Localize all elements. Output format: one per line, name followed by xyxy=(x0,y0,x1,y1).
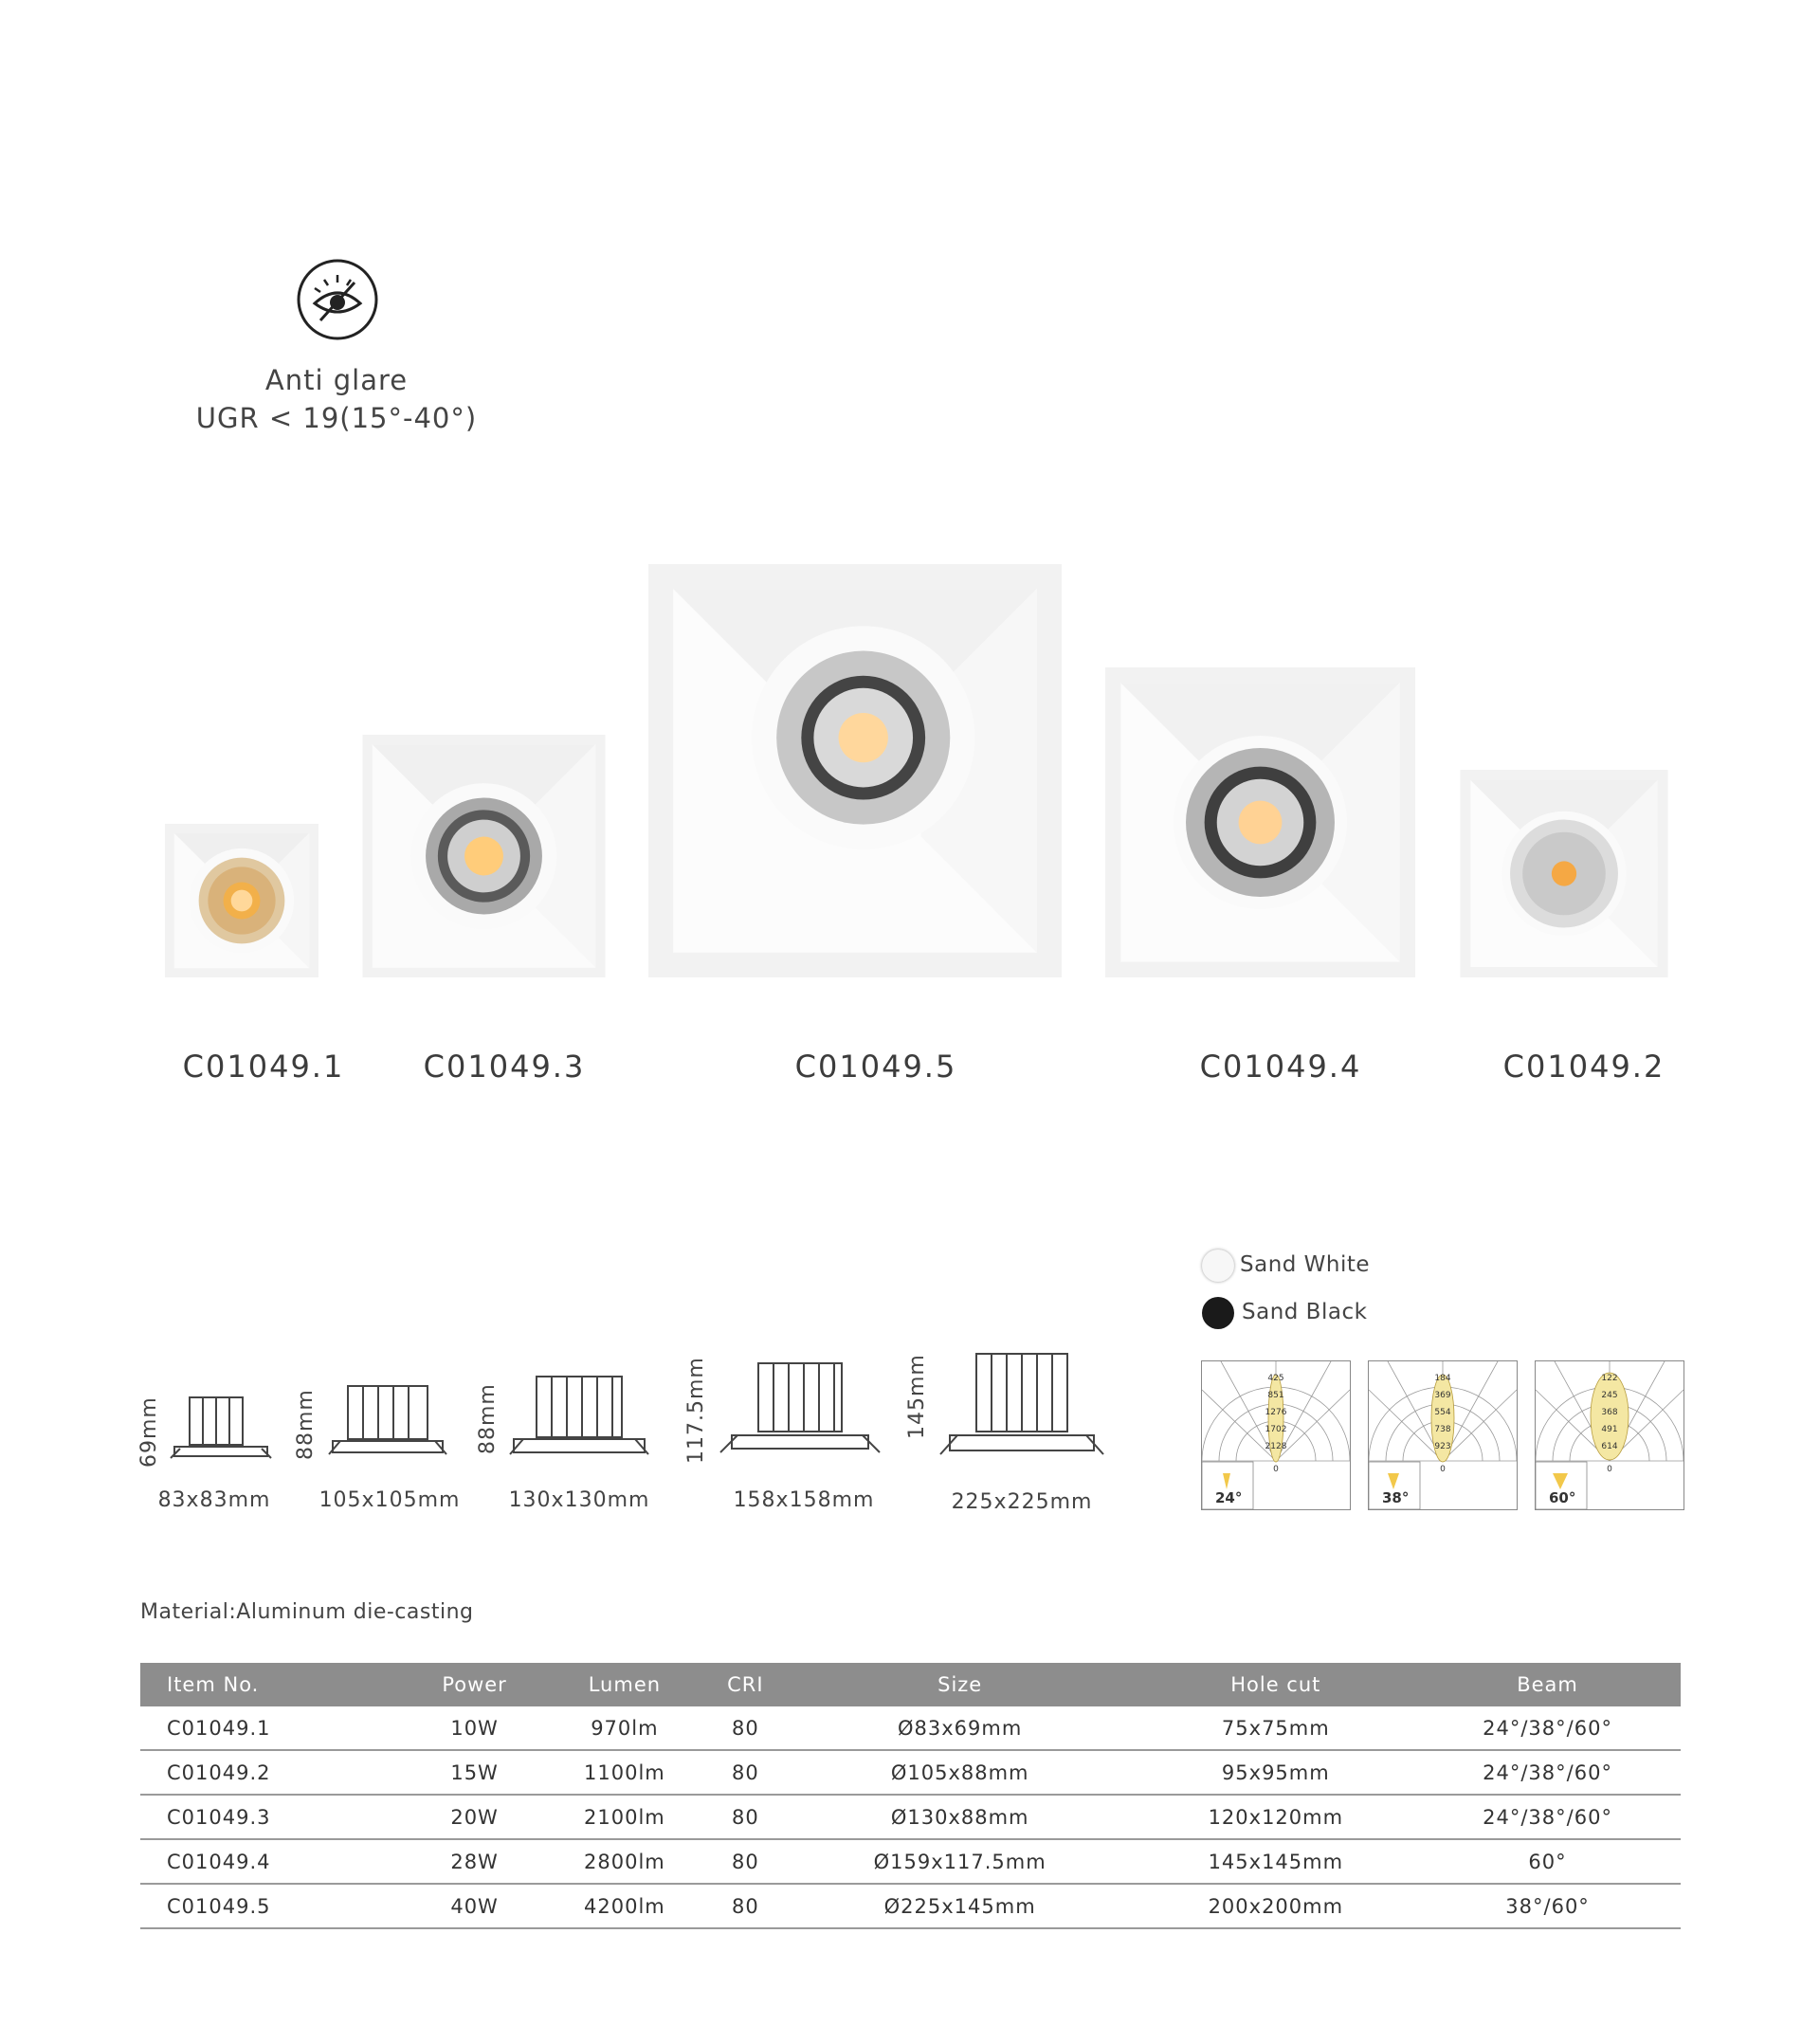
table-row xyxy=(140,1706,1681,1750)
cell-power: 28W xyxy=(408,1839,541,1884)
header-power: Power xyxy=(408,1663,541,1706)
cell-cri: 80 xyxy=(708,1706,783,1750)
beam-38-value-3: 554 xyxy=(1434,1408,1451,1417)
beam-24-value-3: 1276 xyxy=(1265,1408,1287,1417)
beam-24-value-1: 425 xyxy=(1267,1374,1284,1383)
beam-60-value-5: 614 xyxy=(1601,1442,1618,1451)
header-hole-cut: Hole cut xyxy=(1138,1663,1415,1706)
cell-lumen: 1100lm xyxy=(541,1750,708,1795)
beam-24-value-4: 1702 xyxy=(1265,1425,1287,1434)
beam-38-value-2: 369 xyxy=(1434,1391,1451,1400)
cell-hole-cut: 95x95mm xyxy=(1138,1750,1415,1795)
cell-item-no: C01049.5 xyxy=(140,1884,408,1928)
header-cri: CRI xyxy=(708,1663,783,1706)
cell-lumen: 2800lm xyxy=(541,1839,708,1884)
beam-60-value-3: 368 xyxy=(1601,1408,1618,1417)
cell-power: 10W xyxy=(408,1706,541,1750)
color-swatch-sand-white xyxy=(1202,1250,1234,1282)
cell-item-no: C01049.3 xyxy=(140,1795,408,1839)
table-header-row xyxy=(140,1663,1681,1706)
cell-size: Ø159x117.5mm xyxy=(783,1839,1138,1884)
beam-60-bottom: 0 xyxy=(1607,1465,1612,1474)
cell-item-no: C01049.2 xyxy=(140,1750,408,1795)
dimension-height-3: 88mm xyxy=(476,1383,500,1454)
beam-60-value-2: 245 xyxy=(1601,1391,1618,1400)
beam-24-value-5: 2128 xyxy=(1265,1442,1287,1451)
cell-power: 20W xyxy=(408,1795,541,1839)
material-note: Material:Aluminum die-casting xyxy=(140,1600,474,1624)
product-label-c01049-3: C01049.3 xyxy=(423,1049,586,1085)
dimension-drawing-4 xyxy=(717,1358,883,1485)
dimension-width-2: 105x105mm xyxy=(318,1488,461,1512)
cell-lumen: 2100lm xyxy=(541,1795,708,1839)
cell-cri: 80 xyxy=(708,1884,783,1928)
cell-hole-cut: 145x145mm xyxy=(1138,1839,1415,1884)
spec-table xyxy=(140,1663,1681,1929)
beam-angle-24: 24° xyxy=(1215,1489,1243,1506)
beam-angle-38: 38° xyxy=(1382,1489,1410,1506)
product-label-c01049-5: C01049.5 xyxy=(794,1049,957,1085)
product-image-c01049-5 xyxy=(648,564,1062,977)
cell-hole-cut: 120x120mm xyxy=(1138,1795,1415,1839)
cell-power: 40W xyxy=(408,1884,541,1928)
table-row xyxy=(140,1839,1681,1884)
dimension-width-5: 225x225mm xyxy=(951,1490,1093,1514)
color-swatch-sand-black xyxy=(1202,1297,1234,1329)
cell-hole-cut: 75x75mm xyxy=(1138,1706,1415,1750)
cell-lumen: 970lm xyxy=(541,1706,708,1750)
cell-item-no: C01049.1 xyxy=(140,1706,408,1750)
feature-subtitle: UGR < 19(15°-40°) xyxy=(195,402,478,434)
cell-hole-cut: 200x200mm xyxy=(1138,1884,1415,1928)
feature-title: Anti glare xyxy=(264,364,409,396)
dimension-width-4: 158x158mm xyxy=(733,1488,875,1512)
header-size: Size xyxy=(783,1663,1138,1706)
dimension-drawing-3 xyxy=(508,1371,650,1483)
dimension-width-1: 83x83mm xyxy=(157,1488,271,1512)
table-row xyxy=(140,1750,1681,1795)
cell-size: Ø130x88mm xyxy=(783,1795,1138,1839)
cell-size: Ø105x88mm xyxy=(783,1750,1138,1795)
cell-beam: 38°/60° xyxy=(1414,1884,1681,1928)
product-image-c01049-2 xyxy=(1460,770,1668,977)
beam-38-bottom: 0 xyxy=(1440,1465,1446,1474)
beam-24-value-2: 851 xyxy=(1267,1391,1284,1400)
dimension-height-4: 117.5mm xyxy=(684,1357,708,1464)
product-label-c01049-1: C01049.1 xyxy=(182,1049,345,1085)
product-image-c01049-1 xyxy=(165,824,318,977)
dimension-height-5: 145mm xyxy=(905,1354,929,1439)
product-label-c01049-2: C01049.2 xyxy=(1502,1049,1665,1085)
table-row xyxy=(140,1795,1681,1839)
beam-38-value-5: 923 xyxy=(1434,1442,1451,1451)
product-label-c01049-4: C01049.4 xyxy=(1199,1049,1362,1085)
cell-beam: 24°/38°/60° xyxy=(1414,1750,1681,1795)
cell-beam: 60° xyxy=(1414,1839,1681,1884)
cell-cri: 80 xyxy=(708,1795,783,1839)
color-label-sand-black: Sand Black xyxy=(1242,1300,1368,1324)
anti-glare-eye-icon xyxy=(296,258,379,341)
dimension-height-1: 69mm xyxy=(137,1396,161,1468)
beam-38-value-1: 184 xyxy=(1434,1374,1451,1383)
cell-power: 15W xyxy=(408,1750,541,1795)
beam-diagram-24 xyxy=(1201,1360,1351,1510)
color-label-sand-white: Sand White xyxy=(1240,1252,1371,1277)
header-beam: Beam xyxy=(1414,1663,1681,1706)
beam-angle-60: 60° xyxy=(1549,1489,1576,1506)
cell-beam: 24°/38°/60° xyxy=(1414,1706,1681,1750)
cell-beam: 24°/38°/60° xyxy=(1414,1795,1681,1839)
beam-38-value-4: 738 xyxy=(1434,1425,1451,1434)
dimension-drawing-1 xyxy=(169,1392,273,1483)
header-item-no: Item No. xyxy=(140,1663,408,1706)
product-image-c01049-3 xyxy=(362,735,606,977)
beam-diagram-60 xyxy=(1535,1360,1684,1510)
cell-size: Ø83x69mm xyxy=(783,1706,1138,1750)
header-lumen: Lumen xyxy=(541,1663,708,1706)
cell-lumen: 4200lm xyxy=(541,1884,708,1928)
cell-cri: 80 xyxy=(708,1750,783,1795)
cell-cri: 80 xyxy=(708,1839,783,1884)
table-row xyxy=(140,1884,1681,1928)
beam-60-value-4: 491 xyxy=(1601,1425,1618,1434)
cell-size: Ø225x145mm xyxy=(783,1884,1138,1928)
dimension-drawing-5 xyxy=(937,1348,1107,1490)
product-image-c01049-4 xyxy=(1105,667,1415,977)
dimension-drawing-2 xyxy=(327,1380,448,1485)
dimension-width-3: 130x130mm xyxy=(508,1488,650,1512)
beam-24-bottom: 0 xyxy=(1273,1465,1279,1474)
beam-diagram-38 xyxy=(1368,1360,1518,1510)
cell-item-no: C01049.4 xyxy=(140,1839,408,1884)
dimension-height-2: 88mm xyxy=(294,1389,318,1460)
beam-60-value-1: 122 xyxy=(1601,1374,1618,1383)
